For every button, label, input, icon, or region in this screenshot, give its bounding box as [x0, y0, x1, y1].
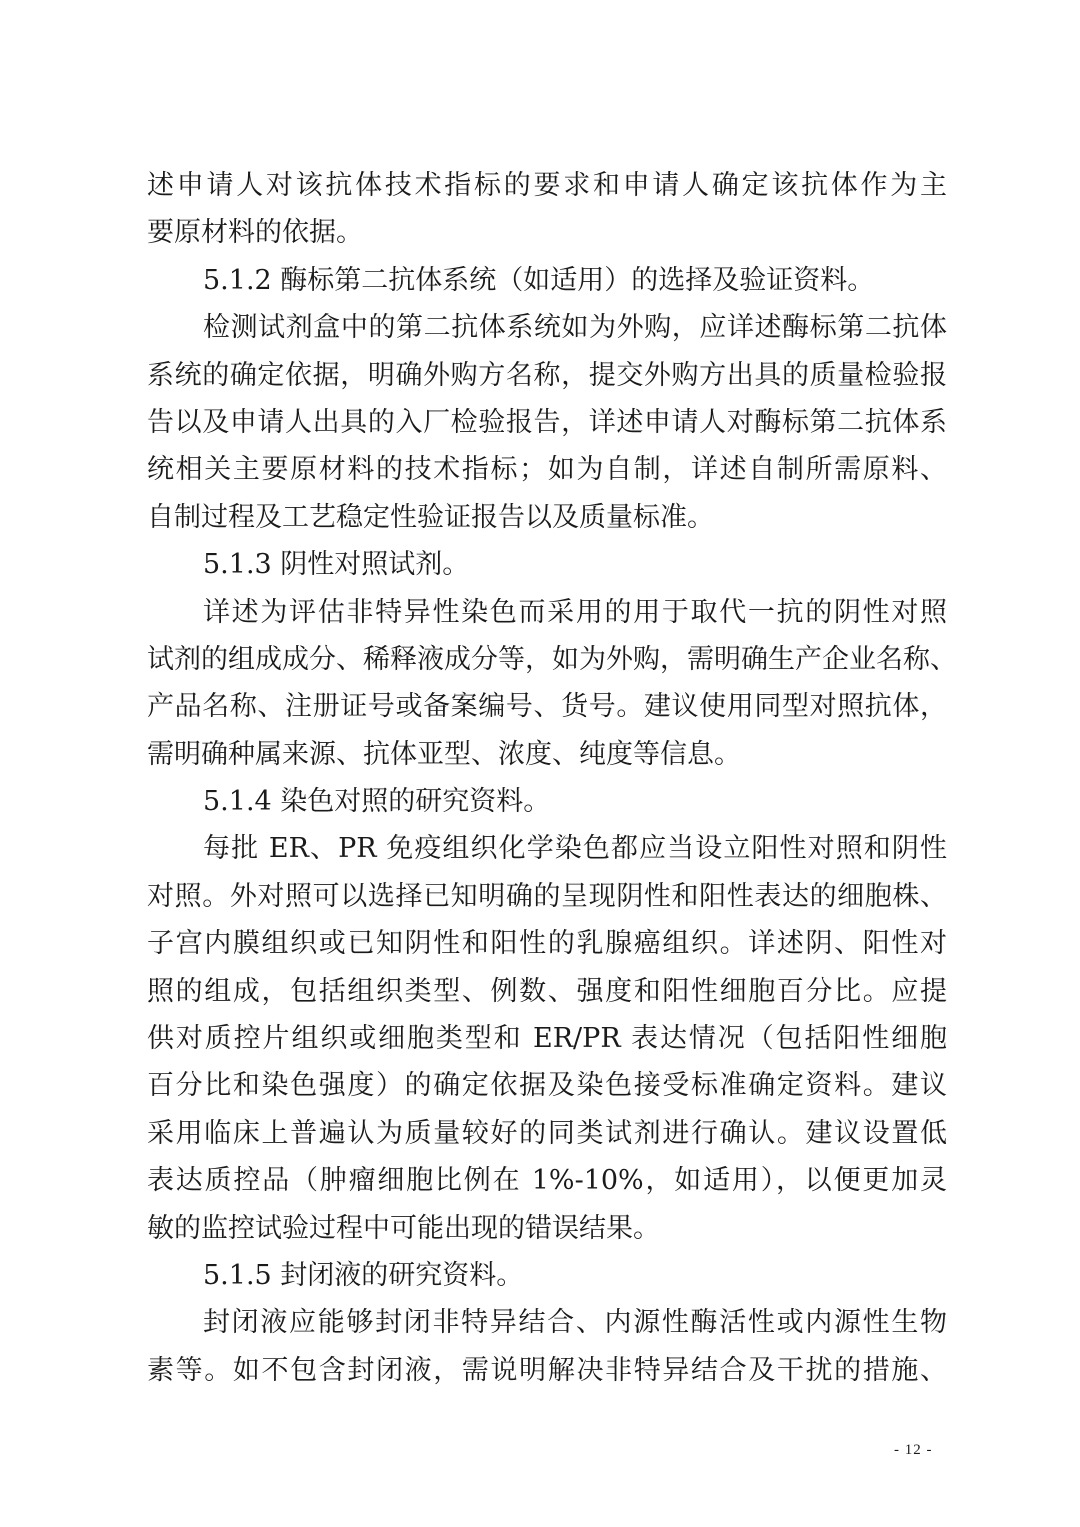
text-line: 检测试剂盒中的第二抗体系统如为外购，应详述酶标第二抗体 [203, 312, 947, 344]
text-line: 子宫内膜组织或已知阴性和阳性的乳腺癌组织。详述阴、阳性对 [147, 928, 947, 960]
text-line: 百分比和染色强度）的确定依据及染色接受标准确定资料。建议 [147, 1070, 947, 1102]
text-line: 照的组成，包括组织类型、例数、强度和阳性细胞百分比。应提 [147, 975, 947, 1007]
text-line: 述申请人对该抗体技术指标的要求和申请人确定该抗体作为主 [147, 170, 947, 201]
text-line: 产品名称、注册证号或备案编号、货号。建议使用同型对照抗体， [147, 691, 947, 723]
text-line: 供对质控片组织或细胞类型和 ER/PR 表达情况（包括阳性细胞 [147, 1023, 947, 1055]
text-line: 告以及申请人出具的入厂检验报告，详述申请人对酶标第二抗体系 [147, 406, 947, 438]
page-number: - 12 - [894, 1442, 933, 1458]
text-line: 统相关主要原材料的技术指标；如为自制，详述自制所需原料、 [147, 454, 947, 486]
text-line: 需明确种属来源、抗体亚型、浓度、纯度等信息。 [147, 738, 741, 770]
text-line: 对照。外对照可以选择已知明确的呈现阴性和阳性表达的细胞株、 [147, 880, 947, 912]
text-line: 每批 ER、PR 免疫组织化学染色都应当设立阳性对照和阴性 [203, 833, 947, 865]
text-line: 封闭液应能够封闭非特异结合、内源性酶活性或内源性生物 [203, 1307, 947, 1339]
text-line: 采用临床上普遍认为质量较好的同类试剂进行确认。建议设置低 [147, 1117, 947, 1149]
section-heading: 5.1.4 染色对照的研究资料。 [203, 786, 551, 818]
section-heading: 5.1.2 酶标第二抗体系统（如适用）的选择及验证资料。 [203, 264, 875, 296]
text-line: 试剂的组成成分、稀释液成分等，如为外购，需明确生产企业名称、 [147, 643, 957, 675]
text-line: 系统的确定依据，明确外购方名称，提交外购方出具的质量检验报 [147, 359, 947, 391]
text-line: 表达质控品（肿瘤细胞比例在 1%-10%，如适用），以便更加灵 [147, 1165, 947, 1197]
text-line: 详述为评估非特异性染色而采用的用于取代一抗的阴性对照 [203, 596, 947, 628]
document-body [147, 162, 957, 1394]
section-heading: 5.1.3 阴性对照试剂。 [203, 549, 470, 581]
text-line: 自制过程及工艺稳定性验证报告以及质量标准。 [147, 501, 714, 533]
text-line: 敏的监控试验过程中可能出现的错误结果。 [147, 1212, 660, 1244]
text-line: 素等。如不包含封闭液，需说明解决非特异结合及干扰的措施、 [147, 1354, 947, 1386]
section-heading: 5.1.5 封闭液的研究资料。 [203, 1259, 524, 1291]
text-line: 要原材料的依据。 [147, 217, 363, 249]
